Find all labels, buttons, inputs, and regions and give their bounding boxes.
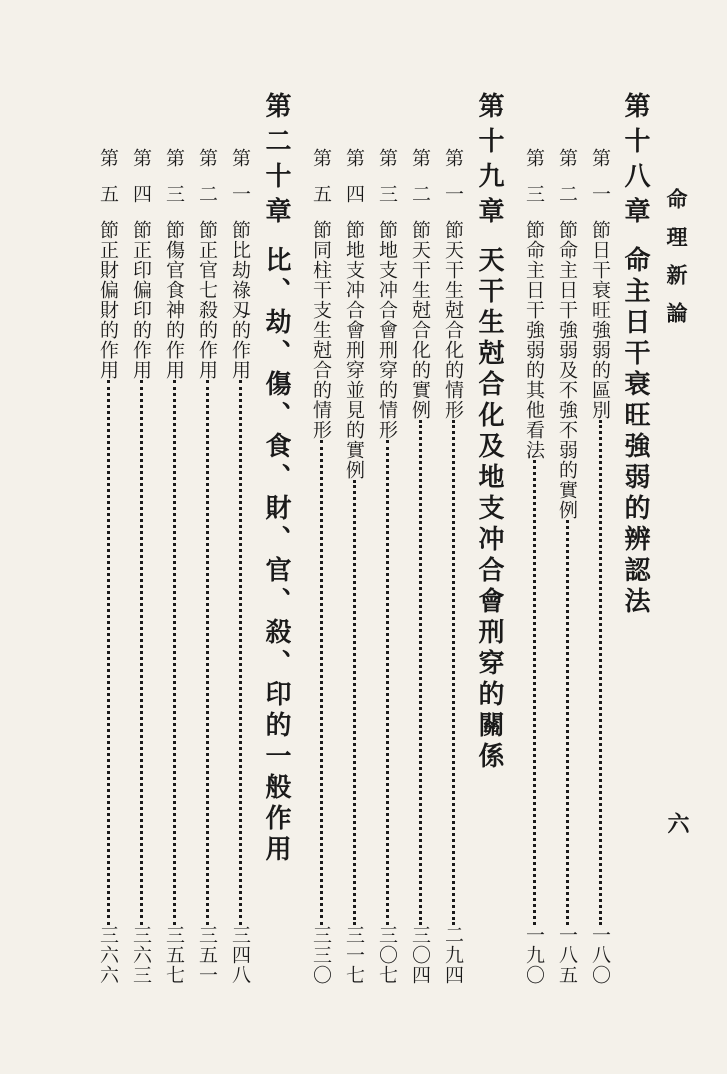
leader-dots [599, 420, 602, 925]
leader-dots [140, 380, 143, 925]
section-title: 同柱干支生尅合的情形 [310, 240, 332, 440]
section-label: 第一節 [229, 148, 251, 256]
section-title: 天干生尅合化的實例 [409, 240, 431, 420]
chapter-heading-18 [622, 92, 648, 618]
section-title: 正印偏印的作用 [130, 240, 152, 380]
section-label: 第五節 [97, 148, 119, 256]
section-label: 第二節 [196, 148, 218, 256]
chapter-label: 第二十章 [261, 92, 291, 232]
chapter-heading-19 [476, 92, 502, 773]
toc-entry[interactable] [344, 148, 364, 985]
section-label: 第四節 [343, 148, 365, 256]
leader-dots [566, 520, 569, 925]
section-title: 命主日干強弱的其他看法 [523, 240, 545, 460]
section-title: 比劫祿刄的作用 [229, 240, 251, 380]
section-title: 地支冲合會刑穿的情形 [376, 240, 398, 440]
section-label: 第四節 [130, 148, 152, 256]
toc-entry[interactable] [230, 148, 250, 985]
toc-entry[interactable] [164, 148, 184, 985]
leader-dots [107, 380, 110, 925]
leader-dots [353, 480, 356, 925]
toc-entry[interactable] [443, 148, 463, 985]
section-title: 日干衰旺強弱的區別 [589, 240, 611, 420]
section-label: 第二節 [409, 148, 431, 256]
section-page: 三五一 [196, 925, 218, 985]
leader-dots [320, 440, 323, 925]
chapter-title: 比、劫、傷、食、財、官、殺、印的一般作用 [261, 246, 291, 866]
section-page: 二九四 [442, 925, 464, 985]
toc-entry[interactable] [197, 148, 217, 985]
section-title: 命主日干強弱及不強不弱的實例 [556, 240, 578, 520]
section-label: 第二節 [556, 148, 578, 256]
section-title: 天干生尅合化的情形 [442, 240, 464, 420]
page-number: 六 [664, 812, 690, 834]
leader-dots [239, 380, 242, 925]
toc-entry[interactable] [524, 148, 544, 985]
section-page: 三五七 [163, 925, 185, 985]
leader-dots [452, 420, 455, 925]
chapter-heading-20 [263, 92, 289, 866]
toc-entry[interactable] [311, 148, 331, 985]
toc-entry[interactable] [98, 148, 118, 985]
toc-entry[interactable] [557, 148, 577, 985]
section-label: 第三節 [163, 148, 185, 256]
toc-entry[interactable] [131, 148, 151, 985]
leader-dots [419, 420, 422, 925]
section-page: 三〇七 [376, 925, 398, 985]
section-label: 第一節 [442, 148, 464, 256]
section-title: 傷官食神的作用 [163, 240, 185, 380]
chapter-title: 天干生尅合化及地支冲合會刑穿的關係 [474, 246, 504, 773]
section-title: 正財偏財的作用 [97, 240, 119, 380]
section-page: 一九〇 [523, 925, 545, 985]
toc-entry[interactable] [410, 148, 430, 985]
section-label: 第一節 [589, 148, 611, 256]
section-page: 三四八 [229, 925, 251, 985]
section-page: 三六三 [130, 925, 152, 985]
section-page: 三三〇 [310, 925, 332, 985]
section-page: 一八〇 [589, 925, 611, 985]
section-label: 第三節 [523, 148, 545, 256]
section-page: 三六六 [97, 925, 119, 985]
chapter-label: 第十八章 [620, 92, 650, 232]
leader-dots [386, 440, 389, 925]
section-title: 地支冲合會刑穿並見的實例 [343, 240, 365, 480]
section-page: 一八五 [556, 925, 578, 985]
section-label: 第五節 [310, 148, 332, 256]
chapter-label: 第十九章 [474, 92, 504, 232]
section-page: 三一七 [343, 925, 365, 985]
leader-dots [533, 460, 536, 925]
leader-dots [206, 380, 209, 925]
chapter-title: 命主日干衰旺強弱的辨認法 [620, 246, 650, 618]
section-title: 正官七殺的作用 [196, 240, 218, 380]
section-label: 第三節 [376, 148, 398, 256]
toc-entry[interactable] [377, 148, 397, 985]
book-title: 命理新論 [664, 188, 689, 340]
toc-entry[interactable] [590, 148, 610, 985]
section-page: 三〇四 [409, 925, 431, 985]
leader-dots [173, 380, 176, 925]
